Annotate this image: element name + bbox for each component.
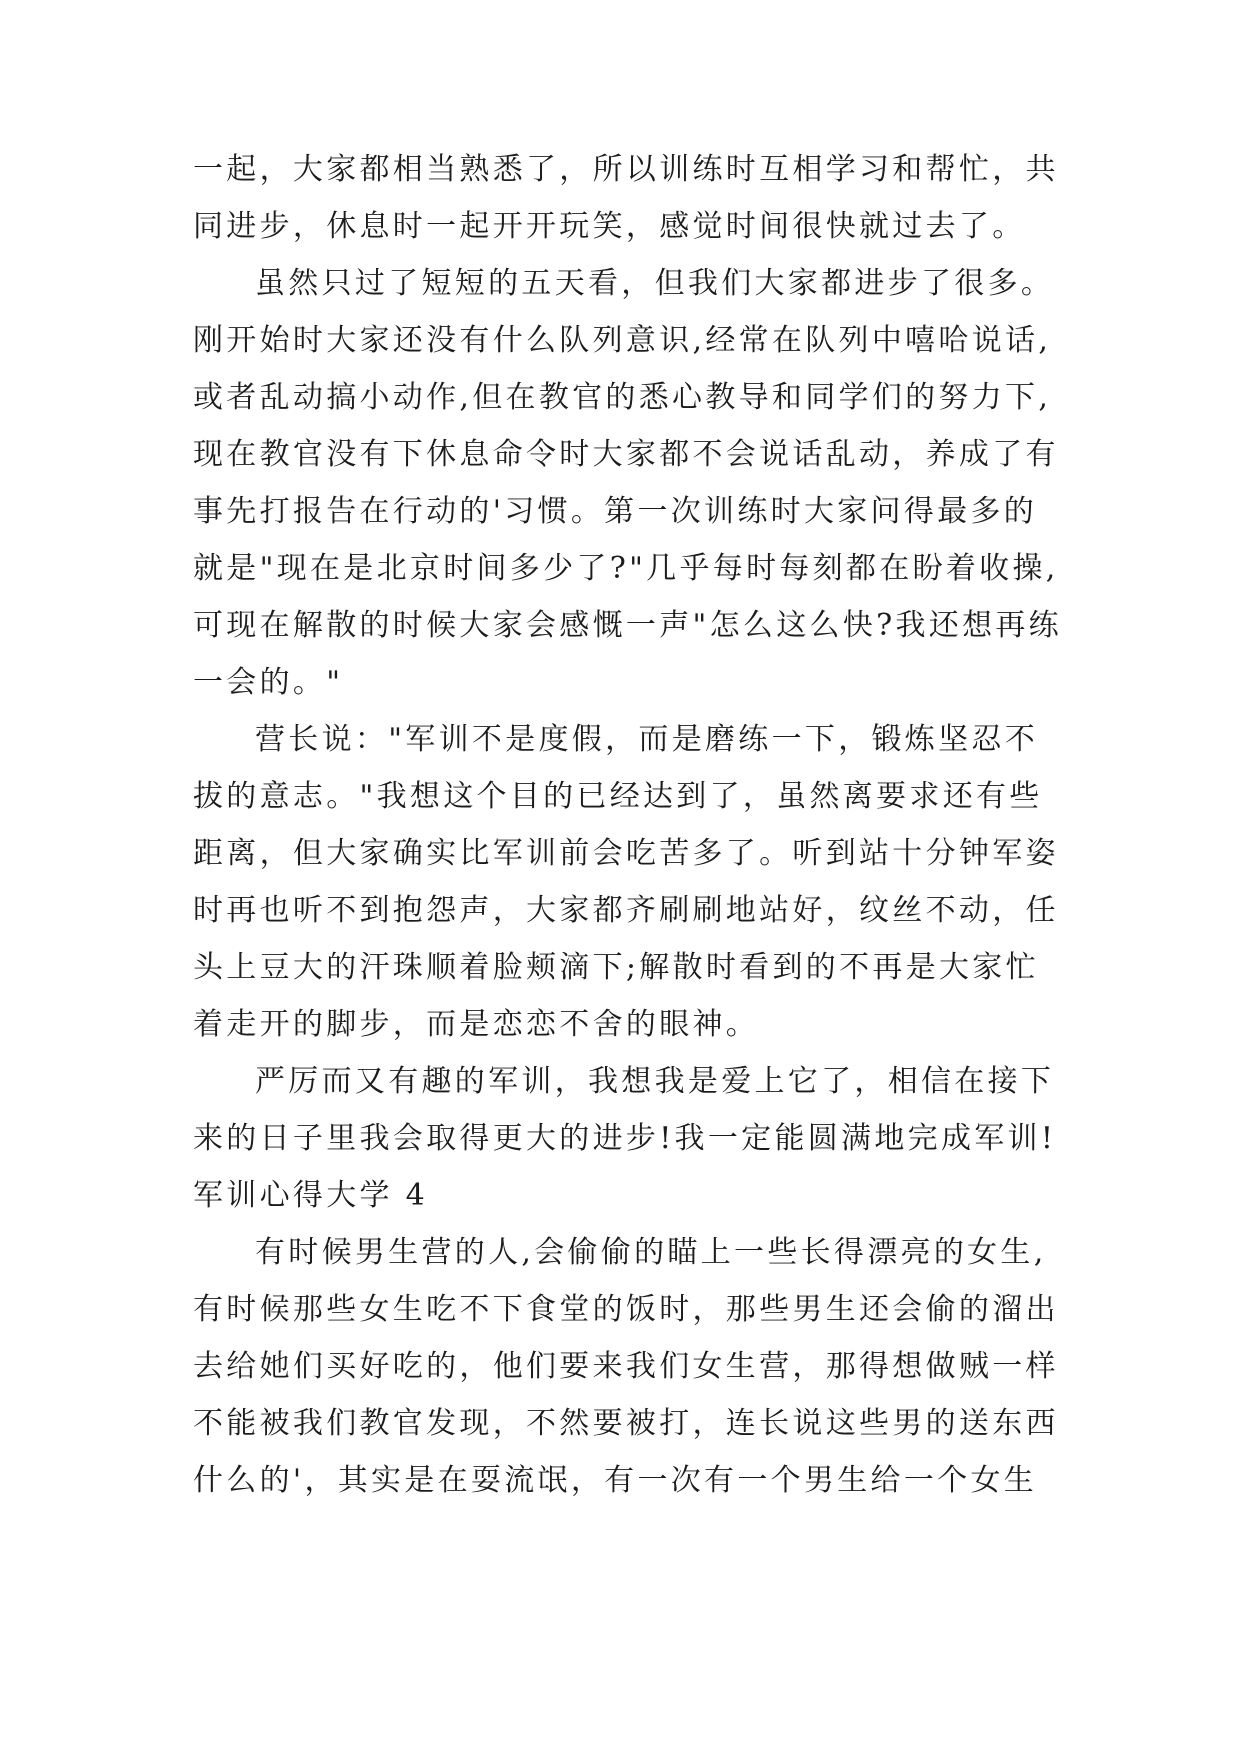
text-line: 一会的。" <box>193 665 344 700</box>
text-line: 拔的意志。"我想这个目的已经达到了，虽然离要求还有些 <box>193 779 1043 814</box>
text-line: 去给她们买好吃的，他们要来我们女生营，那得想做贼一样 <box>193 1349 1059 1384</box>
text-line: 来的日子里我会取得更大的进步!我一定能圆满地完成军训! <box>193 1121 1057 1156</box>
text-line: 同进步，休息时一起开开玩笑，感觉时间很快就过去了。 <box>193 209 1026 244</box>
paragraph-start-line: 严厉而又有趣的军训，我想我是爱上它了，相信在接下 <box>255 1064 1055 1099</box>
text-line: 就是"现在是北京时间多少了?"几乎每时每刻都在盼着收操, <box>193 551 1059 586</box>
paragraph-start-line: 营长说："军训不是度假，而是磨练一下，锻炼坚忍不 <box>255 722 1038 757</box>
text-line: 头上豆大的汗珠顺着脸颊滴下;解散时看到的不再是大家忙 <box>193 950 1039 985</box>
paragraph-start-line: 虽然只过了短短的五天看，但我们大家都进步了很多。 <box>255 266 1055 301</box>
text-line: 着走开的脚步，而是恋恋不舍的眼神。 <box>193 1007 760 1042</box>
text-line: 时再也听不到抱怨声，大家都齐刷刷地站好，纹丝不动，任 <box>193 893 1059 928</box>
text-line: 现在教官没有下休息命令时大家都不会说话乱动，养成了有 <box>193 437 1059 472</box>
text-line: 事先打报告在行动的'习惯。第一次训练时大家问得最多的 <box>193 494 1038 529</box>
paragraph-start-line: 有时候男生营的人,会偷偷的瞄上一些长得漂亮的女生, <box>255 1235 1047 1270</box>
section-heading: 军训心得大学 4 <box>193 1178 429 1213</box>
text-line: 距离，但大家确实比军训前会吃苦多了。听到站十分钟军姿 <box>193 836 1059 871</box>
text-line: 什么的'，其实是在耍流氓，有一次有一个男生给一个女生 <box>193 1463 1038 1498</box>
text-line: 一起，大家都相当熟悉了，所以训练时互相学习和帮忙，共 <box>193 152 1059 187</box>
text-line: 可现在解散的时候大家会感慨一声"怎么这么快?我还想再练 <box>193 608 1062 643</box>
text-line: 不能被我们教官发现，不然要被打，连长说这些男的送东西 <box>193 1406 1059 1441</box>
text-line: 或者乱动搞小动作,但在教官的悉心教导和同学们的努力下, <box>193 380 1052 415</box>
text-line: 有时候那些女生吃不下食堂的饭时，那些男生还会偷的溜出 <box>193 1292 1059 1327</box>
text-line: 刚开始时大家还没有什么队列意识,经常在队列中嘻哈说话, <box>193 323 1052 358</box>
